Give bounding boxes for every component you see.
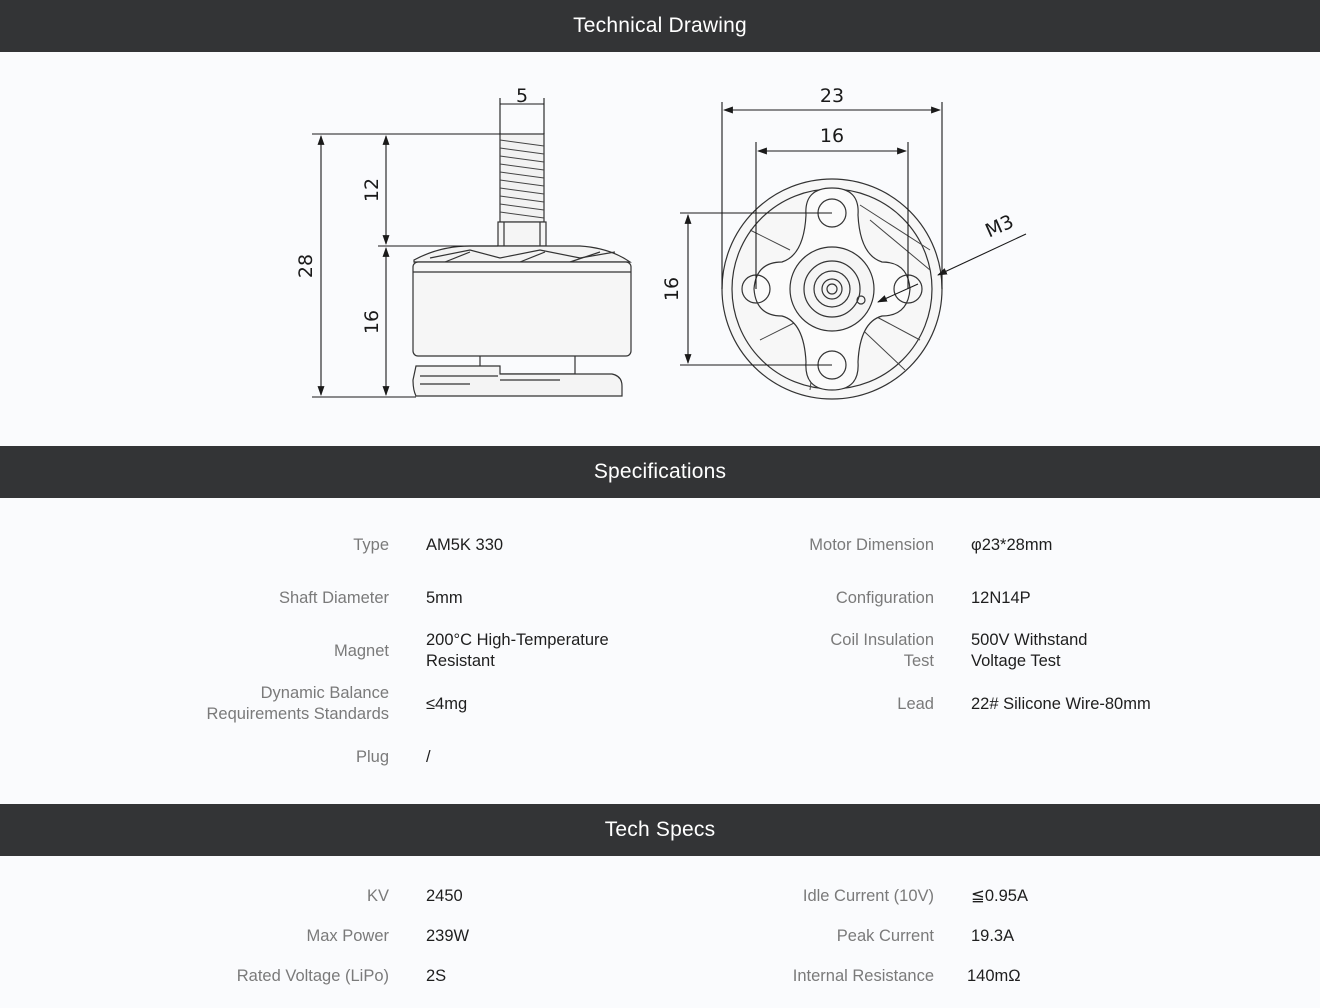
spec-value-lead: 22# Silicone Wire-80mm	[971, 695, 1151, 713]
tech-label-rated-voltage: Rated Voltage (LiPo)	[236, 967, 389, 985]
spec-value-shaft-diameter: 5mm	[426, 589, 463, 607]
dim-shaft-width: 5	[515, 85, 529, 107]
specifications-table	[0, 498, 1320, 804]
tech-value-rated-voltage: 2S	[426, 967, 447, 985]
spec-value-motor-dimension: φ23*28mm	[971, 536, 1053, 554]
tech-value-max-power: 239W	[426, 927, 470, 945]
tech-label-peak-current: Peak Current	[836, 927, 934, 945]
tech-specs-header: Tech Specs	[0, 804, 1320, 856]
spec-label-motor-dimension: Motor Dimension	[809, 536, 934, 554]
tech-value-peak-current: 19.3A	[971, 927, 1015, 945]
dim-total-height: 28	[295, 253, 317, 279]
tech-label-max-power: Max Power	[306, 927, 389, 945]
technical-drawing	[0, 52, 1320, 446]
dim-body-height: 16	[361, 309, 383, 335]
spec-value-coil-insulation: 500V Withstand Voltage Test	[971, 631, 1088, 670]
spec-value-type: AM5K 330	[426, 536, 504, 554]
tech-label-internal-resistance: Internal Resistance	[792, 967, 934, 985]
dim-thread: M3	[982, 210, 1018, 243]
tech-specs-table	[0, 856, 1320, 1008]
dim-mount-spacing-h: 16	[819, 125, 845, 147]
spec-value-dynamic-balance: ≤4mg	[426, 695, 468, 713]
tech-value-kv: 2450	[426, 887, 463, 905]
spec-value-plug: /	[426, 748, 431, 766]
bottom-view	[722, 179, 942, 399]
dim-shaft-length: 12	[361, 177, 383, 203]
spec-label-coil-insulation: Coil Insulation Test	[830, 631, 934, 670]
dim-mount-spacing-v: 16	[661, 276, 683, 302]
motor-drawing-svg	[0, 52, 1320, 446]
spec-value-magnet: 200°C High-Temperature Resistant	[426, 631, 609, 670]
spec-label-dynamic-balance: Dynamic Balance Requirements Standards	[206, 684, 389, 723]
spec-label-type: Type	[353, 536, 389, 554]
dim-outer-diameter: 23	[819, 85, 845, 107]
tech-value-idle-current: ≦0.95A	[971, 887, 1028, 905]
spec-label-plug: Plug	[355, 748, 389, 766]
spec-label-lead: Lead	[897, 695, 934, 713]
spec-label-shaft-diameter: Shaft Diameter	[278, 589, 389, 607]
spec-label-magnet: Magnet	[333, 642, 389, 660]
side-view	[413, 134, 631, 396]
tech-label-idle-current: Idle Current (10V)	[802, 887, 934, 905]
tech-value-internal-resistance: 140mΩ	[967, 967, 1021, 985]
specifications-header: Specifications	[0, 446, 1320, 498]
spec-label-configuration: Configuration	[835, 589, 934, 607]
technical-drawing-header: Technical Drawing	[0, 0, 1320, 52]
spec-value-configuration: 12N14P	[971, 589, 1031, 607]
tech-label-kv: KV	[366, 887, 389, 905]
